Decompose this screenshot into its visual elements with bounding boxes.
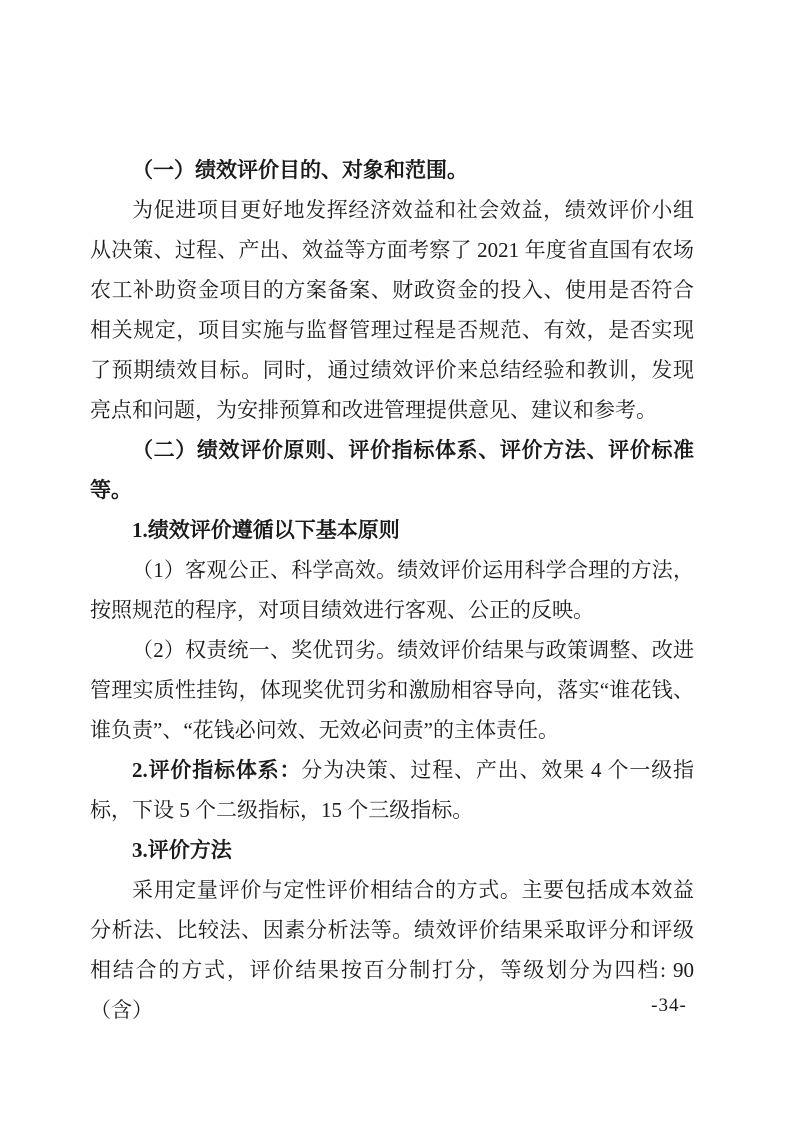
page-number: -34-	[651, 995, 687, 1016]
indicator-system-text: 分为决策、过程、产出、效果 4 个一级指标，下设 5 个二级指标，15 个三级指标。	[90, 758, 695, 822]
paragraph-principle-2: （2）权责统一、奖优罚劣。绩效评价结果与政策调整、改进管理实质性挂钩，体现奖优罚劣和激励相容导向，落实“谁花钱、谁负责”、“花钱必问效、无效必问责”的主体责任。	[90, 638, 694, 742]
section-heading-principles: （二）绩效评价原则、评价指标体系、评价方法、评价标准等。	[90, 438, 694, 502]
subheading-basic-principles: 1.绩效评价遵循以下基本原则	[132, 518, 400, 542]
paragraph-indicator-system	[90, 750, 694, 830]
paragraph-principle-1: （1）客观公正、科学高效。绩效评价运用科学合理的方法，按照规范的程序，对项目绩效进行客观、公正的反映。	[90, 558, 694, 622]
subheading-evaluation-method: 3.评价方法	[132, 838, 232, 862]
document-body	[90, 150, 694, 1030]
paragraph-method: 采用定量评价与定性评价相结合的方式。主要包括成本效益分析法、比较法、因素分析法等。绩效评价结果采取评分和评级相结合的方式，评价结果按百分制打分，等级划分为四档: 90（含）	[90, 878, 694, 1022]
indicator-system-lead: 2.评价指标体系：	[132, 758, 302, 782]
section-heading-purpose: （一）绩效评价目的、对象和范围。	[132, 158, 468, 182]
paragraph-purpose: 为促进项目更好地发挥经济效益和社会效益，绩效评价小组从决策、过程、产出、效益等方面考察了 2021 年度省直国有农场农工补助资金项目的方案备案、财政资金的投入、使用是否符合相关规定，项目实施与监督管理过程是否规范、有效，是否实现了预期绩效目标。同时，通过绩效评价来总结经验和教训，发现亮点和问题，为安排预算和改进管理提供意见、建议和参考。	[90, 198, 694, 422]
